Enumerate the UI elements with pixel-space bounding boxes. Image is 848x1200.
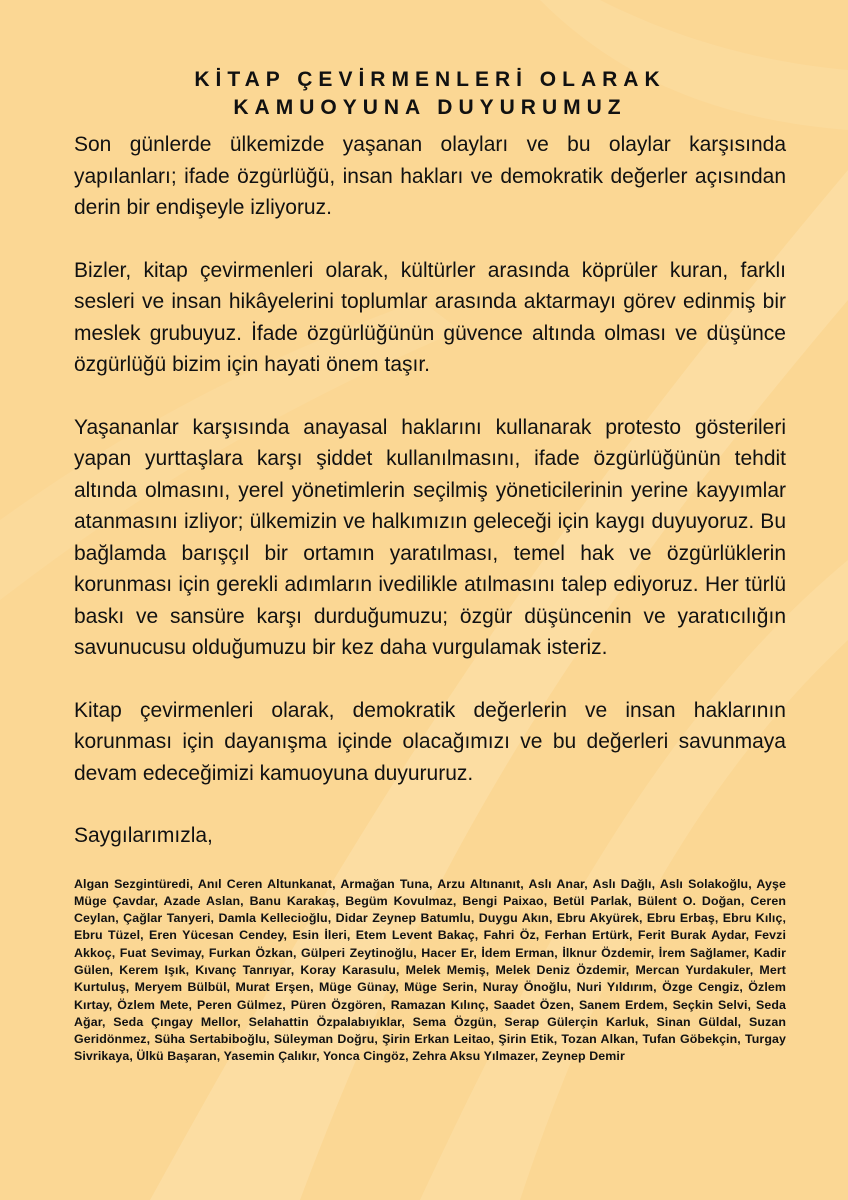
paragraph-1: Son günlerde ülkemizde yaşanan olayları ve bu olaylar karşısında yapılanları; ifade özgürlüğü, insan hakları ve demokratik değerler açısından derin bir endişeyle izliyoruz.: [74, 133, 786, 219]
signatories-list: Algan Sezgintüredi, Anıl Ceren Altunkanat, Armağan Tuna, Arzu Altınanıt, Aslı Anar, Aslı Dağlı, Aslı Solakoğlu, Ayşe Müge Çavdar, Azade Aslan, Banu Karakaş, Begüm Kovulmaz, Bengi Paixao, Betül Parlak, Bülent O. Doğan, Ceren Ceylan, Çağlar Tanyeri, Damla Kellecioğlu, Didar Zeynep Batumlu, Duygu Akın, Ebru Akyürek, Ebru Erbaş, Ebru Kılıç, Ebru Tüzel, Eren Yücesan Cendey, Esin İleri, Etem Levent Bakaç, Fahri Öz, Ferhan Ertürk, Ferit Burak Aydar, Fevzi Akkoç, Fuat Sevimay, Furkan Özkan, Gülperi Zeytinoğlu, Hacer Er, İdem Erman, İlknur Özdemir, İrem Sağlamer, Kadir Gülen, Kerem Işık, Kıvanç Tanrıyar, Koray Karasulu, Melek Memiş, Melek Deniz Özdemir, Mercan Yurdakuler, Mert Kurtuluş, Meryem Bülbül, Murat Erşen, Müge Günay, Müge Serin, Nuray Önoğlu, Nuri Yıldırım, Özge Cengiz, Özlem Kırtay, Özlem Mete, Peren Gülmez, Püren Özgören, Ramazan Kılınç, Saadet Özen, Sanem Erdem, Seçkin Selvi, Seda Ağar, Seda Çıngay Mellor, Selahattin Özpalabıyıklar, Sema Özgün, Serap Gülerçin Karluk, Sinan Güldal, Suzan Geridönmez, Süha Sertabiboğlu, Süleyman Doğru, Şirin Erkan Leitao, Şirin Etik, Tozan Alkan, Tufan Göbekçin, Turgay Sivrikaya, Ülkü Başaran, Yasemin Çalıkır, Yonca Cingöz, Zehra Aksu Yılmazer, Zeynep Demir: [74, 876, 786, 1064]
paragraph-4: Kitap çevirmenleri olarak, demokratik değerlerin ve insan haklarının korunması için dayanışma içinde olacağımızı ve bu değerleri savunmaya devam edeceğimizi kamuoyuna duyururuz.: [74, 698, 786, 785]
announcement-document: [74, 66, 786, 1066]
document-title: [74, 66, 786, 122]
title-line-1: KİTAP ÇEVİRMENLERİ OLARAK: [194, 68, 666, 91]
paragraph-3: Yaşananlar karşısında anayasal haklarını kullanarak protesto gösterileri yapan yurttaşlara karşı şiddet kullanılmasını, ifade özgürlüğünün tehdit altında olmasını, yerel yönetimlerin seçilmiş yöneticilerinin yerine kayyımlar atanmasını izliyor; ülkemizin ve halkımızın geleceği için kaygı duyuyoruz. Bu bağlamda barışçıl bir ortamın yaratılması, temel hak ve özgürlüklerin korunması için gerekli adımların ivedilikle atılmasını talep ediyoruz. Her türlü baskı ve sansüre karşı durduğumuzu; özgür düşüncenin ve yaratıcılığın savunucusu olduğumuzu bir kez daha vurgulamak isteriz.: [74, 415, 786, 659]
paragraph-2: Bizler, kitap çevirmenleri olarak, kültürler arasında köprüler kuran, farklı sesleri ve insan hikâyelerini toplumlar arasında aktarmayı görev edinmiş bir meslek grubuyuz. İfade özgürlüğünün güvence altında olması ve düşünce özgürlüğü bizim için hayati önem taşır.: [74, 258, 786, 376]
closing-salutation: Saygılarımızla,: [74, 824, 213, 847]
title-line-2: KAMUOYUNA DUYURUMUZ: [233, 96, 627, 119]
